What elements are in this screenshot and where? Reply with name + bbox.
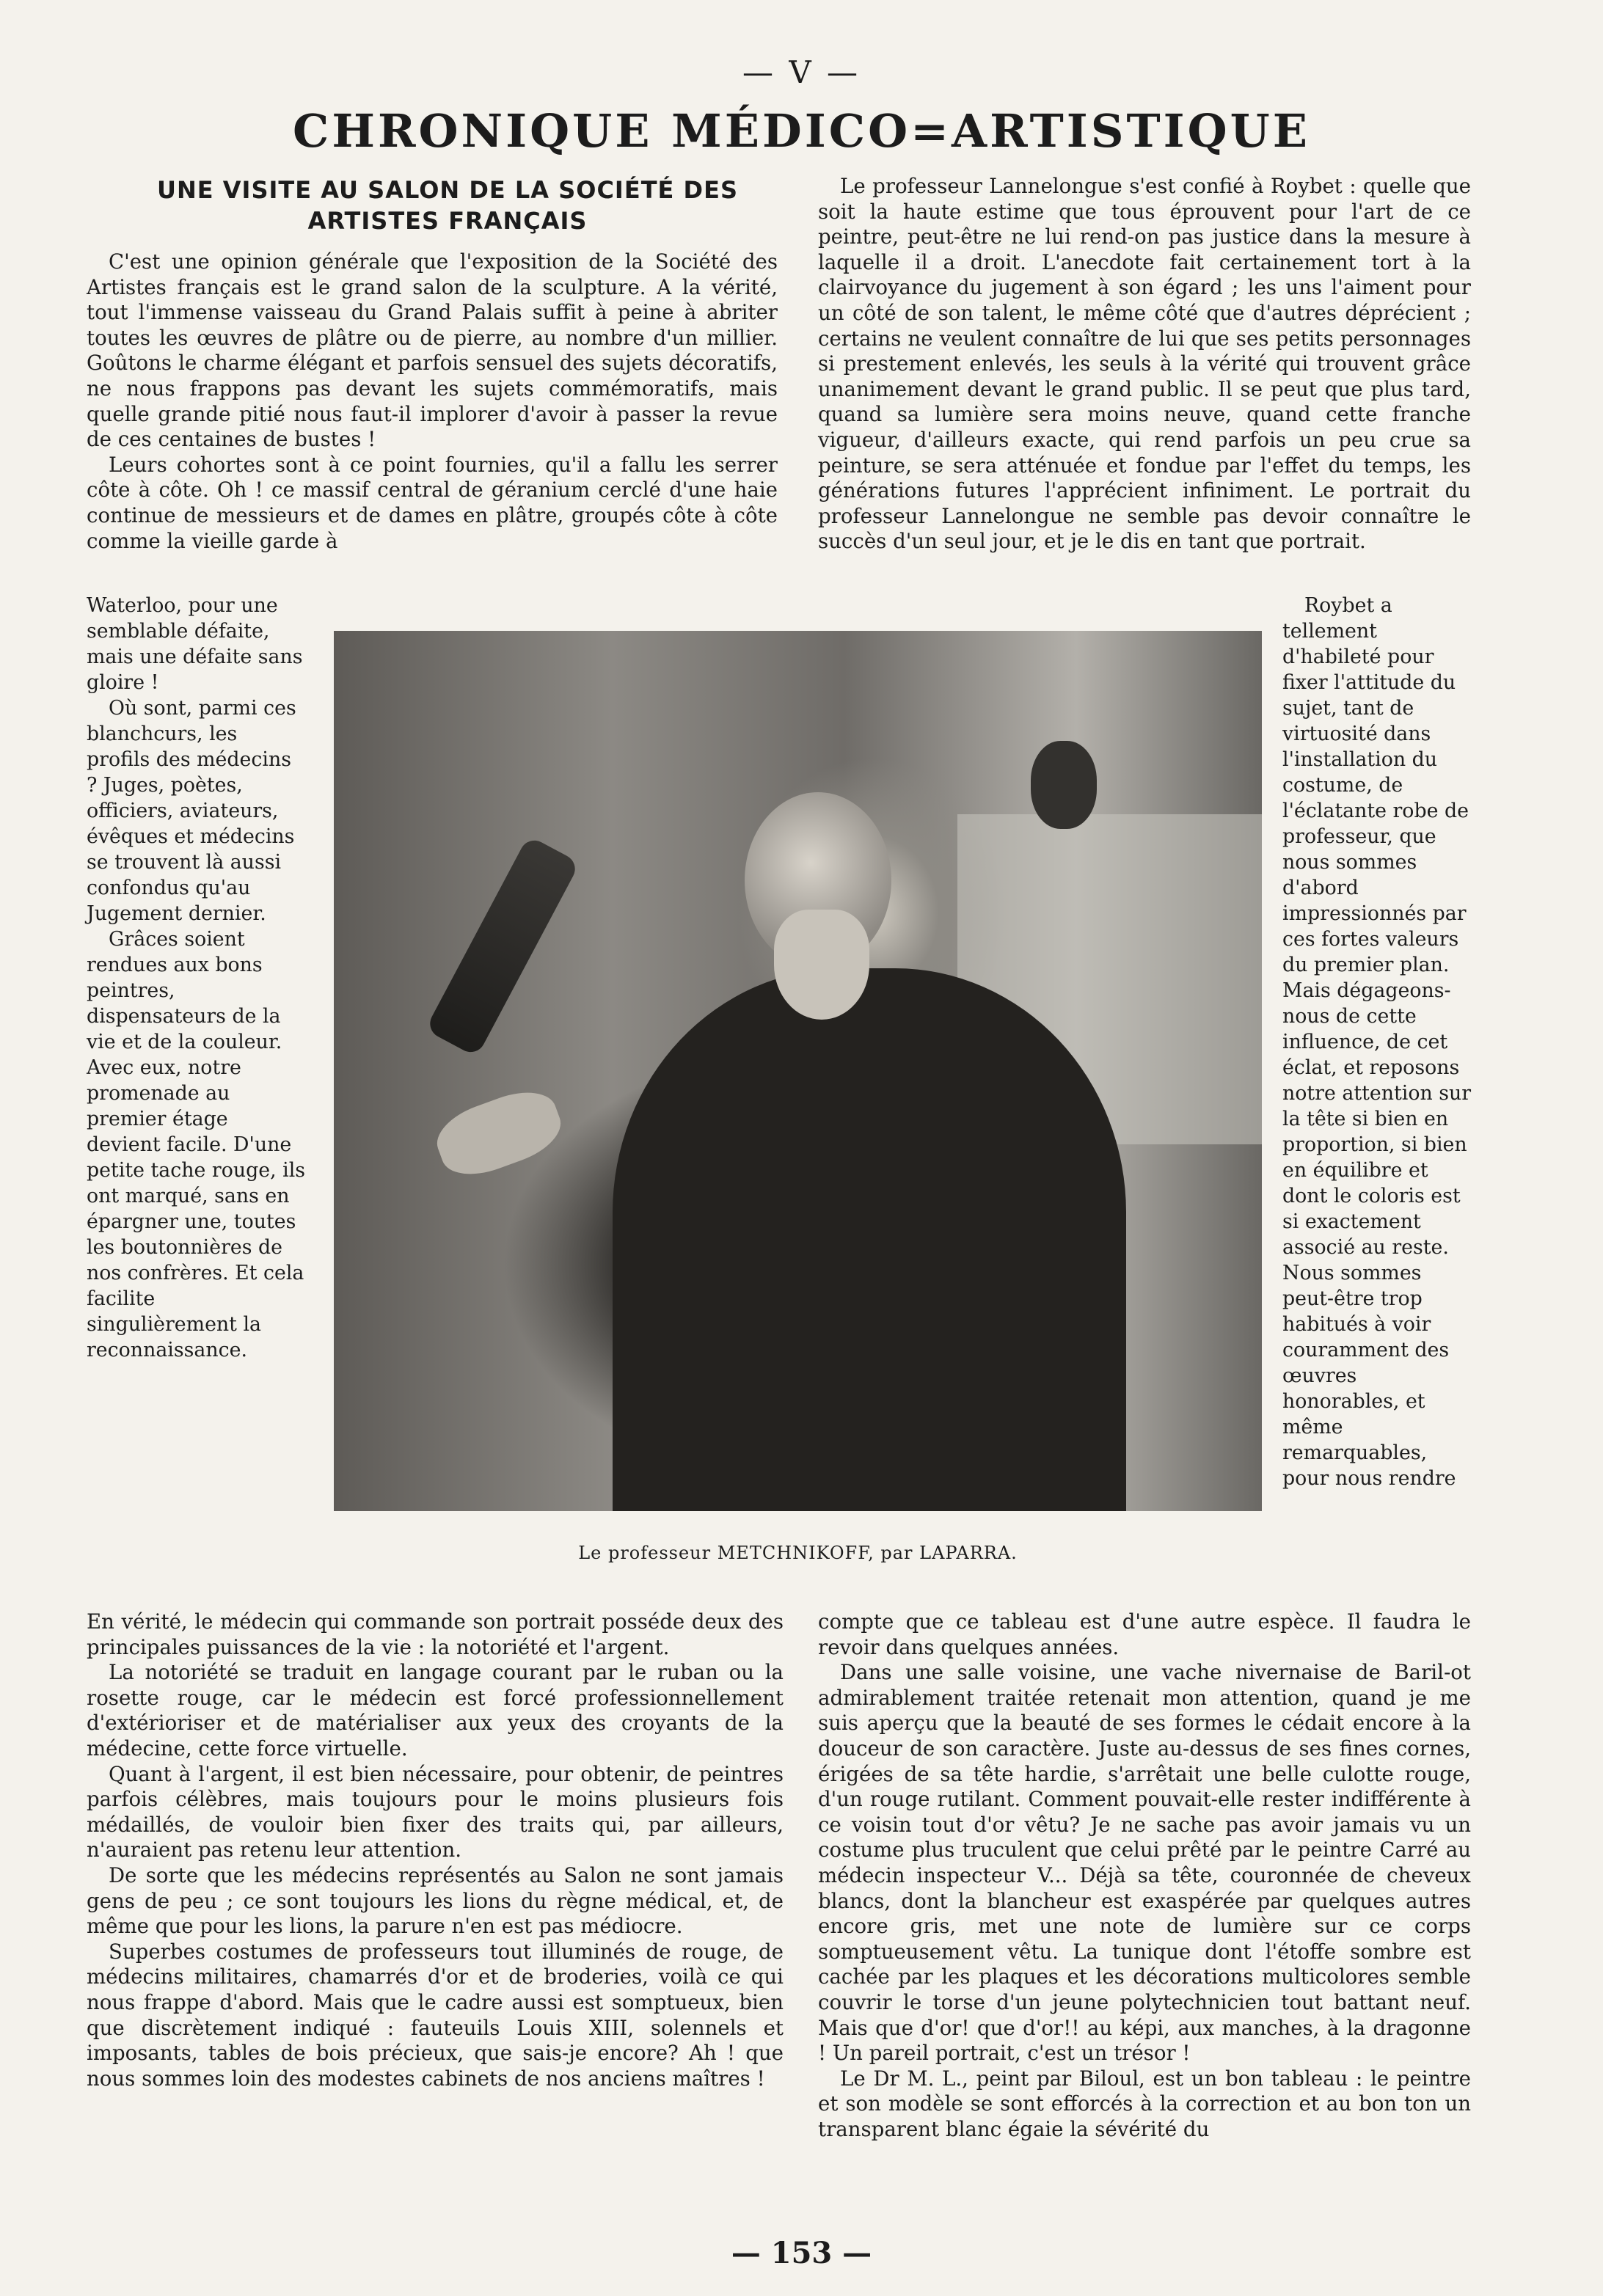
paragraph: Quant à l'argent, il est bien nécessaire, pour obtenir, de peintres parfois célèbres, mais toujours pour le moins plusieurs fois médaillés, de vouloir bien fixer des traits qui, par ailleurs, n'auraient pas retenu leur attention.	[87, 1761, 784, 1862]
folio: — V —	[742, 54, 861, 90]
left-wrap-column	[87, 593, 307, 1363]
paragraph: Superbes costumes de professeurs tout illuminés de rouge, de médecins militaires, chamarrés d'or et de broderies, voilà ce qui nous frappe d'abord. Mais que le cadre aussi est somptueux, bien que discrètement indiqué : fauteuils Louis XIII, solennels et imposants, tables de bois précieux, que sais-je encore? Ah ! que nous sommes loin des modestes cabinets de nos anciens maîtres !	[87, 1939, 784, 2091]
left-column-top	[87, 249, 778, 554]
paragraph: Dans une salle voisine, une vache nivernaise de Baril-ot admirablement traitée retenait mon attention, quand je me suis aperçu que la beauté de ses formes le cédait encore à la douceur de son caractère. Juste au-dessus de ses fines cornes, érigées de sa tête hardie, s'arrêtait une belle culotte rouge, d'un rouge rutilant. Comment pouvait-elle rester indifférente à ce voisin tout d'or vêtu? Je ne sache pas avoir jamais vu un costume plus truculent que celui prêté par le peintre Carré au médecin inspecteur V... Déjà sa tête, couronnée de cheveux blancs, dont la blancheur est exaspérée par quelques autres encore gris, met une note de lumière sur ce corps somptueusement vêtu. La tunique dont l'étoffe sombre est cachée par les plaques et les décorations multicolores semble couvrir le torse d'un jeune polytechnicien tout battant neuf. Mais que d'or! que d'or!! au képi, aux manches, à la dragonne ! Un pareil portrait, c'est un trésor !	[818, 1660, 1471, 2066]
portrait-engraving	[334, 631, 1262, 1511]
sitter-hand	[429, 1081, 569, 1186]
paragraph: Grâces soient rendues aux bons peintres, dispensateurs de la vie et de la couleur. Avec eux, notre promenade au premier étage devient facile. D'une petite tache rouge, ils ont marqué, sans en épargner une, toutes les boutonnières de nos confrères. Et cela facilite singulièrement la reconnaissance.	[87, 928, 306, 1361]
paragraph: Waterloo, pour une semblable défaite, mais une défaite sans gloire !	[87, 594, 303, 694]
paragraph: Où sont, parmi ces blanchcurs, les profils des médecins ? Juges, poètes, officiers, aviateurs, évêques et médecins se trouvent là aussi confondus qu'au Jugement dernier.	[87, 697, 296, 925]
paragraph: La notoriété se traduit en langage courant par le ruban ou la rosette rouge, car le médecin est forcé professionnellement d'extérioriser et de matérialiser aux yeux des croyants de la médecine, cette force virtuelle.	[87, 1660, 784, 1761]
microscope	[425, 836, 580, 1057]
sitter-body	[613, 968, 1126, 1511]
article-title: UNE VISITE AU SALON DE LA SOCIÉTÉ DES ARTISTES FRANÇAIS	[157, 176, 738, 235]
right-column-top	[818, 174, 1471, 555]
page-title: CHRONIQUE MÉDICO=ARTISTIQUE	[293, 104, 1310, 158]
paragraph: Roybet a tellement d'habileté pour fixer l'attitude du sujet, tant de virtuosité dans l'installation du costume, de l'éclatante robe de professeur, que nous sommes d'abord impressionnés par ces fortes valeurs du premier plan. Mais dégageons-nous de cette influence, de cet éclat, et reposons notre attention sur la tête si bien en proportion, si bien en équilibre et dont le coloris est si exactement associé au reste. Nous sommes peut-être trop habitués à voir couramment des œuvres honorables, et même remarquables, pour nous rendre	[1282, 594, 1472, 1490]
portrait-caption: Le professeur METCHNIKOFF, par LAPARRA.	[578, 1543, 1018, 1563]
left-column-bottom	[87, 1609, 784, 2091]
sitter-beard	[774, 910, 869, 1020]
right-wrap-column	[1282, 593, 1472, 1491]
right-column-bottom	[818, 1609, 1471, 2142]
paragraph: compte que ce tableau est d'une autre espèce. Il faudra le revoir dans quelques années.	[818, 1609, 1471, 1659]
paragraph: C'est une opinion générale que l'exposition de la Société des Artistes français est le grand salon de la sculpture. A la vérité, tout l'immense vaisseau du Grand Palais suffit à peine à abriter toutes les œuvres de plâtre ou de pierre, au nombre d'un millier. Goûtons le charme élégant et parfois sensuel des sujets décoratifs, ne nous frappons pas devant les sujets commémoratifs, mais quelle grande pitié nous faut-il implorer d'avoir à passer la revue de ces centaines de bustes !	[87, 249, 778, 452]
paragraph: Leurs cohortes sont à ce point fournies, qu'il a fallu les serrer côte à côte. Oh ! ce massif central de géranium cerclé d'une haie continue de messieurs et de dames en plâtre, groupés côte à côte comme la vieille garde à	[87, 452, 778, 553]
flask	[1031, 741, 1097, 829]
page-number: — 153 —	[731, 2236, 872, 2270]
paragraph: En vérité, le médecin qui commande son portrait posséde deux des principales puissances de la vie : la notoriété et l'argent.	[87, 1609, 784, 1659]
paragraph: Le professeur Lannelongue s'est confié à Roybet : quelle que soit la haute estime que tous éprouvent pour l'art de ce peintre, peut-être ne lui rend-on pas justice dans la mesure à laquelle il a droit. L'anecdote fait certainement tort à la clairvoyance du jugement à son égard ; les uns l'aiment pour un côté de son talent, le même côté que d'autres déprécient ; certains ne veulent connaître de lui que ses petits personnages si prestement enlevés, les seuls à la vérité qui trouvent grâce unanimement devant le grand public. Il se peut que plus tard, quand sa lumière sera moins neuve, quand cette franche vigueur, d'ailleurs exacte, qui rend parfois un peu crue sa peinture, se sera atténuée et fondue par l'effet du temps, les générations futures l'apprécient infiniment. Le portrait du professeur Lannelongue ne semble pas devoir connaître le succès d'un seul jour, et je le dis en tant que portrait.	[818, 174, 1471, 554]
paragraph: De sorte que les médecins représentés au Salon ne sont jamais gens de peu ; ce sont toujours les lions du règne médical, et, de même que pour les lions, la parure n'en est pas médiocre.	[87, 1862, 784, 1939]
paragraph: Le Dr M. L., peint par Biloul, est un bon tableau : le peintre et son modèle se sont efforcés à la correction et au bon ton un transparent blanc égaie la sévérité du	[818, 2066, 1471, 2141]
